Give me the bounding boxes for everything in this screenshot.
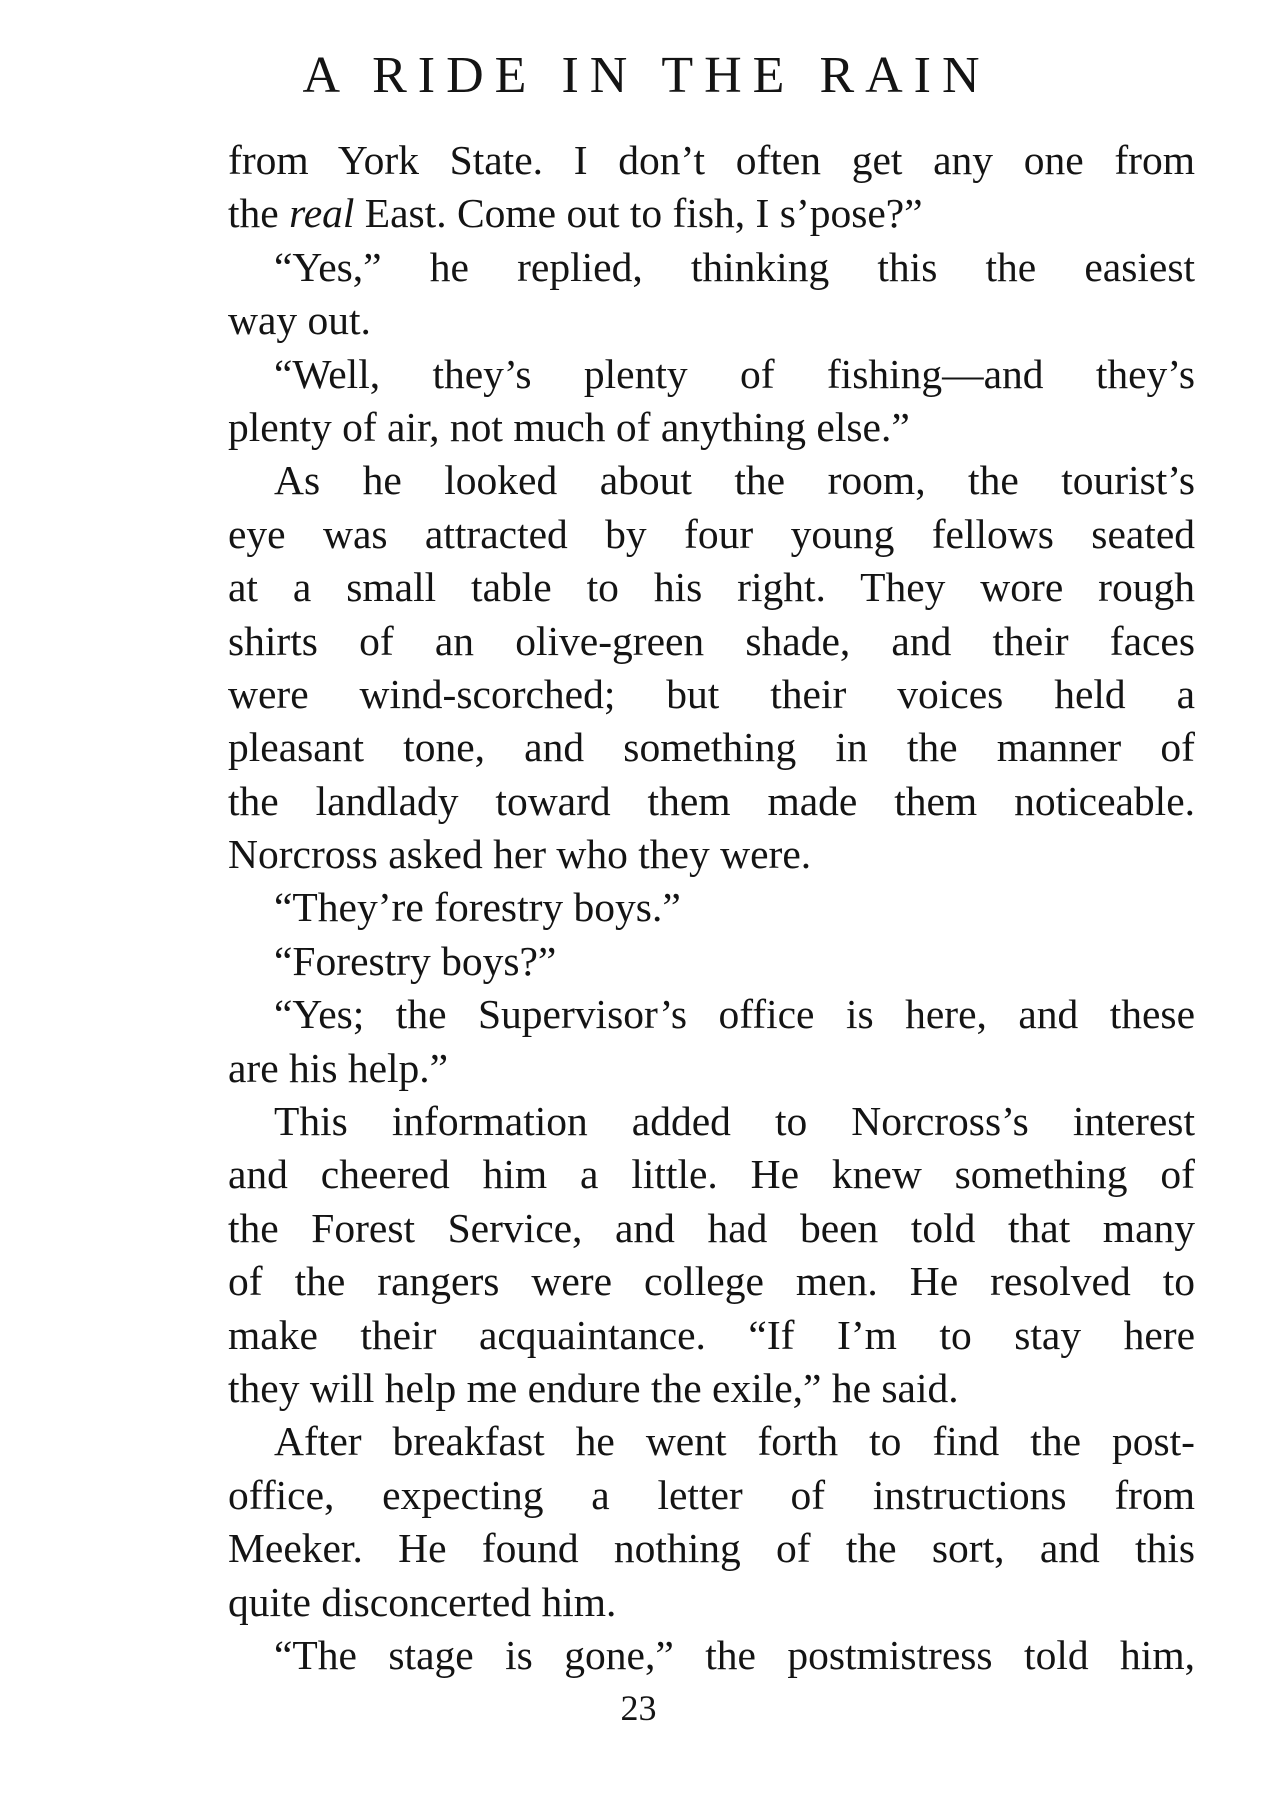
text-fragment: the bbox=[228, 190, 290, 237]
text-line: they will help me endure the exile,” he said. bbox=[228, 1364, 959, 1411]
text-line: This information added to Norcross’s interest bbox=[274, 1098, 1195, 1145]
text-line: office, expecting a letter of instructions from bbox=[228, 1471, 1195, 1518]
italic-word: real bbox=[289, 190, 355, 237]
text-line: “The stage is gone,” the postmistress told him, bbox=[274, 1631, 1195, 1678]
text-line: way out. bbox=[228, 297, 371, 344]
running-head: A RIDE IN THE RAIN bbox=[302, 47, 991, 104]
text-line: “Yes,” he replied, thinking this the easiest bbox=[274, 243, 1195, 290]
text-line: plenty of air, not much of anything else.” bbox=[228, 403, 910, 450]
text-line: Norcross asked her who they were. bbox=[228, 831, 812, 878]
text-line: the Forest Service, and had been told that many bbox=[228, 1204, 1195, 1251]
text-line: were wind-scorched; but their voices held a bbox=[228, 670, 1195, 717]
text-line: and cheered him a little. He knew something of bbox=[228, 1151, 1195, 1198]
text-line bbox=[228, 187, 1195, 240]
text-fragment: East. Come out to fish, I s’pose?” bbox=[354, 190, 923, 237]
body-text bbox=[228, 134, 1195, 1682]
text-line: As he looked about the room, the tourist’s bbox=[274, 457, 1195, 504]
text-line: “Forestry boys?” bbox=[274, 937, 557, 984]
text-line: at a small table to his right. They wore rough bbox=[228, 564, 1195, 611]
page-number: 23 bbox=[620, 1688, 657, 1728]
text-line: of the rangers were college men. He resolved to bbox=[228, 1258, 1195, 1305]
text-line: “They’re forestry boys.” bbox=[274, 884, 681, 931]
text-line: eye was attracted by four young fellows seated bbox=[228, 510, 1195, 557]
text-line: quite disconcerted him. bbox=[228, 1578, 617, 1625]
text-line: are his help.” bbox=[228, 1044, 449, 1091]
text-line: Meeker. He found nothing of the sort, and this bbox=[228, 1525, 1195, 1572]
text-line: make their acquaintance. “If I’m to stay here bbox=[228, 1311, 1195, 1358]
text-line: After breakfast he went forth to find the post- bbox=[274, 1418, 1195, 1465]
text-line: pleasant tone, and something in the manner of bbox=[228, 724, 1195, 771]
text-line: “Yes; the Supervisor’s office is here, and these bbox=[274, 991, 1195, 1038]
text-line: from York State. I don’t often get any one from bbox=[228, 137, 1195, 183]
text-line: shirts of an olive-green shade, and their faces bbox=[228, 617, 1195, 664]
text-line: “Well, they’s plenty of fishing—and they’s bbox=[274, 350, 1195, 397]
text-line: the landlady toward them made them noticeable. bbox=[228, 777, 1195, 824]
